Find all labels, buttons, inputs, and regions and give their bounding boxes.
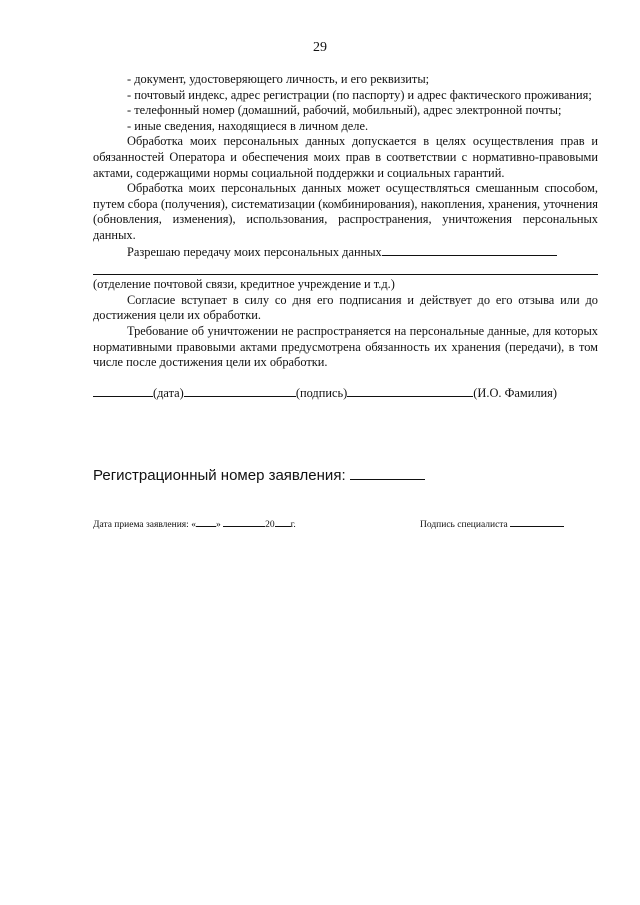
list-item-other: - иные сведения, находящиеся в личном деле.	[127, 118, 369, 133]
name-label: (И.О. Фамилия)	[473, 386, 557, 400]
reception-date	[93, 517, 296, 530]
specialist-label: Подпись специалиста	[420, 520, 508, 530]
paragraph-destruction: Требование об уничтожении не распространяется на персональные данные, для которых нормативными правовыми актами предусмотрена обязанность их хранения (передачи), в том числе после достижения цели их обработки.	[93, 323, 598, 370]
list-item-phone: - телефонный номер (домашний, рабочий, мобильный), адрес электронной почты;	[127, 103, 562, 118]
list-item-document: - документ, удостоверяющего личность, и его реквизиты;	[127, 72, 430, 86]
signature-row	[93, 385, 603, 401]
registration-blank[interactable]	[350, 466, 425, 480]
registration-label: Регистрационный номер заявления:	[93, 467, 346, 484]
date-blank[interactable]	[93, 385, 153, 397]
page-number: 29	[313, 40, 327, 55]
reception-year-prefix: 20	[265, 520, 275, 530]
reception-date-mid: »	[215, 520, 221, 530]
transfer-fill-line[interactable]	[93, 260, 598, 275]
reception-month-blank[interactable]	[223, 517, 265, 527]
transfer-label: Разрешаю передачу моих персональных данных	[127, 244, 382, 259]
reception-year-blank[interactable]	[275, 517, 291, 527]
signature-label: (подпись)	[295, 386, 348, 400]
paragraph-processing: Обработка моих персональных данных может осуществляться смешанным способом, путем сбора (получения), систематизации (комбинирования), накопления, хранения, уточнения (обновления, изменения), использования, распространения, уничтожения персональных данных.	[93, 181, 598, 242]
transfer-fill-blank[interactable]	[382, 244, 557, 256]
registration-number	[93, 466, 425, 484]
paragraph-purpose: Обработка моих персональных данных допускается в целях осуществления прав и обязанностей Оператора и обеспечения моих прав в соответствии с нормативно-правовыми актами, содержащими нормы социальной поддержки и социальных гарантий.	[93, 134, 598, 180]
document-body	[93, 72, 598, 371]
paragraph-validity: Согласие вступает в силу со дня его подписания и действует до его отзыва или до достижения цели их обработки.	[93, 292, 598, 323]
reception-date-suffix: г.	[290, 520, 296, 530]
date-label: (дата)	[153, 386, 184, 400]
specialist-signature-blank[interactable]	[510, 517, 564, 527]
transfer-permission-line	[93, 244, 598, 261]
reception-date-prefix: Дата приема заявления: «	[93, 520, 196, 530]
reception-day-blank[interactable]	[196, 517, 216, 527]
list-item-address: - почтовый индекс, адрес регистрации (по паспорту) и адрес фактического проживания;	[127, 87, 592, 102]
specialist-signature	[420, 517, 564, 530]
signature-blank[interactable]	[184, 385, 296, 397]
transfer-hint: (отделение почтовой связи, кредитное учреждение и т.д.)	[93, 277, 395, 292]
name-blank[interactable]	[347, 385, 473, 397]
